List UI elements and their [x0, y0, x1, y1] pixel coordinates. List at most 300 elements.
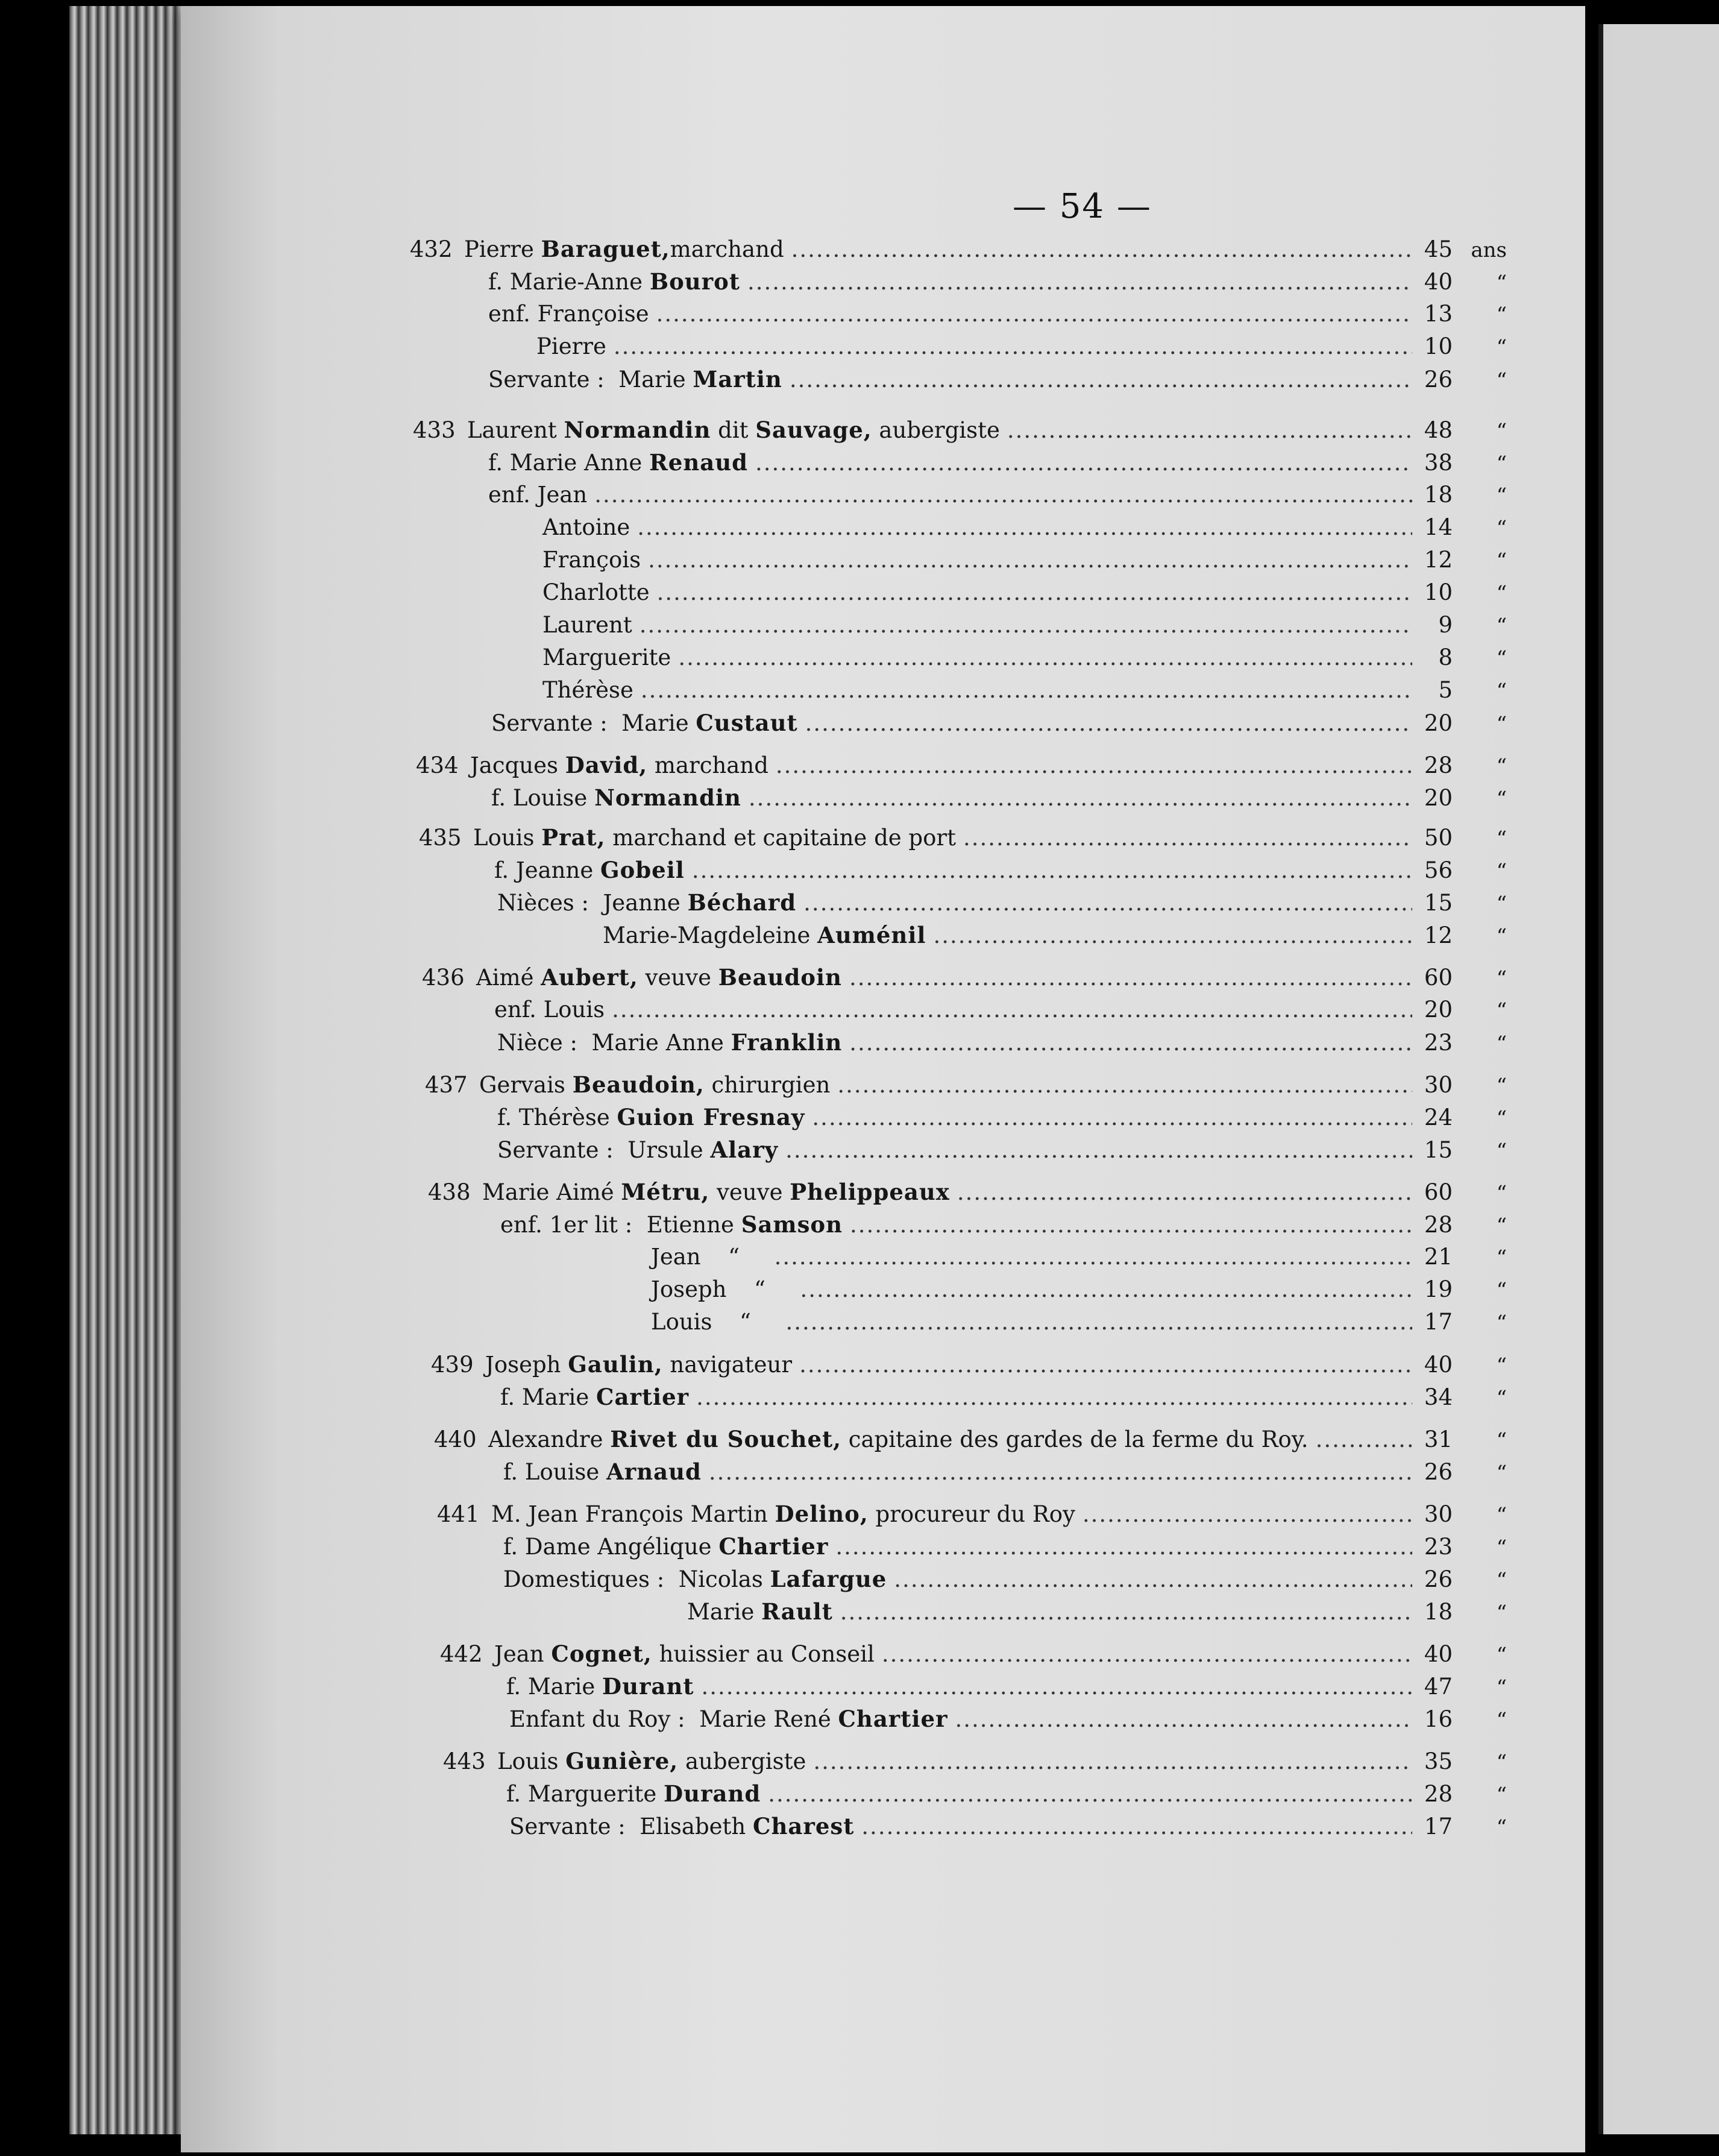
dot-leader — [640, 609, 1412, 641]
surname: Rivet du Souchet, — [610, 1426, 841, 1452]
surname: Guion Fresnay — [617, 1104, 805, 1130]
entry-text — [500, 1208, 843, 1241]
entry-line — [443, 1777, 1507, 1811]
age-unit: “ — [1496, 452, 1507, 476]
dot-leader — [799, 1349, 1412, 1381]
age-unit: “ — [1496, 335, 1507, 359]
age-unit: “ — [1496, 1214, 1507, 1238]
age-value: 20 — [1424, 997, 1453, 1023]
entry-line — [413, 609, 1507, 642]
entry-text-part: Louis — [473, 825, 542, 851]
dot-leader — [1083, 1498, 1412, 1531]
dot-leader — [800, 1273, 1412, 1306]
age-unit: “ — [1496, 484, 1507, 508]
age-unit: “ — [1496, 549, 1507, 573]
surname: Prat, — [541, 824, 606, 851]
entry-line — [437, 1530, 1507, 1564]
entry-line — [440, 1670, 1507, 1704]
entry-text — [494, 994, 605, 1026]
entry-text-part: Charlotte — [542, 579, 650, 605]
entry-text-part: f. Jeanne — [494, 857, 601, 883]
age-value: 35 — [1424, 1748, 1453, 1774]
age-unit: “ — [1496, 419, 1507, 443]
age-value: 19 — [1424, 1276, 1453, 1302]
surname: Cognet, — [551, 1641, 652, 1667]
age-value: 56 — [1424, 857, 1453, 883]
entry-text — [494, 1637, 875, 1671]
book-page — [181, 6, 1585, 2152]
surname: Métru, — [621, 1179, 710, 1205]
entry-line — [440, 1703, 1507, 1736]
age-value: 20 — [1424, 785, 1453, 811]
dot-leader — [835, 1531, 1412, 1563]
entry-text — [473, 821, 956, 854]
dot-leader — [785, 1134, 1412, 1167]
age-value: 23 — [1424, 1534, 1453, 1560]
dot-leader — [637, 511, 1412, 544]
entry-text — [488, 446, 748, 479]
age-value: 14 — [1424, 514, 1453, 540]
entry-text-part: Jean — [651, 1244, 701, 1270]
entry-text-part: Nièce : Marie Anne — [497, 1030, 731, 1056]
surname: Cartier — [596, 1384, 690, 1410]
surname: Durand — [664, 1780, 761, 1807]
entry-text-part: Marie-Magdeleine — [603, 922, 818, 948]
age-value: 8 — [1438, 645, 1453, 670]
entry-text — [488, 1423, 1309, 1456]
age-value: 47 — [1424, 1674, 1453, 1700]
surname: Durant — [602, 1673, 694, 1700]
entry-line — [425, 1133, 1507, 1167]
entry-line — [416, 781, 1507, 815]
age-unit: “ — [1496, 1311, 1507, 1335]
entry-text-part: f. Louise — [491, 785, 595, 811]
surname: Gunière, — [565, 1748, 679, 1774]
entry-text — [491, 707, 798, 740]
dot-leader — [678, 641, 1412, 674]
surname: Chartier — [718, 1533, 829, 1560]
dot-leader — [791, 233, 1412, 266]
entry-line — [428, 1306, 1507, 1339]
entry-text-part: aubergiste — [678, 1748, 806, 1774]
surname: Arnaud — [606, 1458, 702, 1485]
entry-text-part: f. Dame Angélique — [503, 1534, 719, 1560]
entry-text-part: Servante : Marie — [491, 710, 696, 736]
dot-leader — [790, 364, 1412, 396]
age-value: 26 — [1424, 367, 1453, 392]
census-list — [181, 6, 1585, 2152]
age-value: 15 — [1424, 890, 1453, 916]
entry-text-part: Marie — [687, 1599, 762, 1625]
surname: Béchard — [687, 889, 797, 916]
entry-line — [443, 1745, 1507, 1779]
surname: Alary — [710, 1136, 779, 1163]
entry-text — [494, 854, 685, 887]
age-unit: “ — [1496, 1032, 1507, 1056]
age-value: 40 — [1424, 269, 1453, 295]
dot-leader — [957, 1176, 1412, 1209]
age-value: 30 — [1424, 1072, 1453, 1098]
entry-text-part: huissier au Conseil — [652, 1641, 875, 1667]
age-value: 15 — [1424, 1137, 1453, 1163]
dot-leader — [612, 994, 1412, 1026]
entry-line — [413, 544, 1507, 577]
entry-text-part: Alexandre — [488, 1426, 611, 1452]
entry-line — [428, 1176, 1507, 1209]
age-value: 48 — [1424, 417, 1453, 443]
entry-text — [488, 265, 740, 298]
dot-leader — [955, 1703, 1412, 1736]
entry-text-part: Pierre — [536, 333, 606, 359]
entry-text — [503, 1563, 887, 1596]
entry-text-part: navigateur — [662, 1352, 793, 1378]
entry-text — [503, 1455, 702, 1489]
entry-text — [491, 781, 741, 815]
entry-text-part: marchand et capitaine de port — [605, 825, 956, 851]
entry-text-part: Laurent — [542, 612, 632, 638]
age-unit: “ — [1496, 1181, 1507, 1205]
entry-text-part: Jean — [494, 1641, 552, 1667]
entry-text-part: Joseph — [485, 1352, 568, 1378]
entry-line — [413, 479, 1507, 512]
dot-leader — [614, 330, 1412, 363]
entry-text-part: Joseph — [651, 1276, 727, 1302]
entry-text — [542, 609, 632, 641]
dot-leader — [747, 266, 1412, 298]
entry-line — [419, 886, 1507, 920]
dot-leader — [850, 1209, 1412, 1241]
entry-text-part: Nièces : Jeanne — [497, 890, 688, 916]
surname: Beaudoin — [718, 964, 842, 991]
entry-line — [410, 233, 1507, 266]
entry-text-part: M. Jean François Martin — [491, 1501, 775, 1527]
age-value: 38 — [1424, 450, 1453, 476]
dot-leader — [963, 822, 1412, 854]
entry-text — [503, 1530, 828, 1563]
entry-line — [437, 1498, 1507, 1531]
surname: Rault — [761, 1598, 833, 1625]
age-value: 13 — [1424, 301, 1453, 327]
surname: Sauvage, — [755, 417, 872, 443]
entry-text-part: Servante : Marie — [488, 367, 693, 392]
entry-text-part: f. Thérèse — [497, 1105, 617, 1130]
age-unit: “ — [1496, 1386, 1507, 1410]
age-unit: “ — [1496, 646, 1507, 670]
entry-text-part: f. Marie — [500, 1384, 597, 1410]
dot-leader — [657, 576, 1412, 609]
entry-line — [413, 414, 1507, 447]
entry-text — [687, 1595, 833, 1628]
household-number: 443 — [443, 1748, 486, 1774]
household-number: 434 — [416, 752, 459, 778]
age-value: 5 — [1438, 677, 1453, 703]
age-unit: “ — [1496, 1675, 1507, 1700]
age-unit: “ — [1496, 924, 1507, 948]
age-unit: “ — [1496, 1246, 1507, 1270]
entry-text — [506, 1777, 761, 1811]
age-value: 26 — [1424, 1459, 1453, 1485]
entry-text-part: Servante : Ursule — [497, 1137, 711, 1163]
facing-page-edge — [1598, 24, 1719, 2134]
entry-text-part: Enfant du Roy : Marie René — [509, 1706, 838, 1732]
entry-text — [500, 1381, 689, 1414]
entry-text-part: Marguerite — [542, 645, 671, 670]
entry-text — [488, 363, 782, 396]
dot-leader — [933, 919, 1412, 952]
age-value: 28 — [1424, 1781, 1453, 1807]
surname: Normandin — [594, 784, 741, 811]
age-unit: “ — [1496, 303, 1507, 327]
surname: Charest — [753, 1813, 855, 1839]
age-unit: “ — [1496, 1503, 1507, 1527]
age-unit: “ — [1496, 1354, 1507, 1378]
age-unit: “ — [1496, 1074, 1507, 1098]
age-value: 16 — [1424, 1706, 1453, 1732]
entry-text — [491, 1498, 1075, 1531]
entry-line — [416, 749, 1507, 783]
entry-line — [443, 1810, 1507, 1844]
age-unit: “ — [1496, 1750, 1507, 1774]
age-value: 18 — [1424, 1599, 1453, 1625]
surname: Custaut — [696, 710, 798, 736]
age-unit: “ — [1496, 1536, 1507, 1560]
entry-line — [413, 511, 1507, 544]
age-value: 24 — [1424, 1105, 1453, 1130]
age-unit: “ — [1496, 712, 1507, 736]
age-unit: “ — [1496, 368, 1507, 392]
dot-leader — [812, 1102, 1412, 1134]
entry-text — [464, 233, 784, 266]
dot-leader — [641, 674, 1412, 707]
surname: Auménil — [817, 922, 926, 948]
entry-text — [479, 1068, 830, 1102]
age-value: 17 — [1424, 1814, 1453, 1839]
entry-text — [476, 961, 842, 994]
age-value: 12 — [1424, 922, 1453, 948]
entry-text — [651, 1273, 727, 1306]
entry-text — [482, 1176, 950, 1209]
entry-text-part: procureur du Roy — [868, 1501, 1075, 1527]
entry-text — [497, 1026, 842, 1059]
entry-text-part: marchand — [647, 752, 768, 778]
age-unit: “ — [1496, 581, 1507, 605]
entry-line — [434, 1455, 1507, 1489]
age-value: 20 — [1424, 710, 1453, 736]
surname: Gaulin, — [568, 1351, 663, 1378]
entry-line — [428, 1241, 1507, 1274]
dot-leader — [1316, 1423, 1412, 1456]
surname: Gobeil — [600, 857, 685, 883]
entry-text-part: Louis — [651, 1309, 712, 1335]
age-unit: “ — [1496, 1643, 1507, 1667]
age-unit: “ — [1496, 998, 1507, 1023]
age-unit: “ — [1496, 679, 1507, 703]
ditto-mark: “ — [754, 1276, 765, 1302]
entry-text-part: f. Marguerite — [506, 1781, 664, 1807]
entry-text — [485, 1348, 792, 1381]
entry-line — [410, 330, 1507, 364]
entry-text — [509, 1810, 854, 1843]
age-value: 10 — [1424, 333, 1453, 359]
entry-text-part: Gervais — [479, 1072, 573, 1098]
entry-line — [431, 1348, 1507, 1382]
age-unit: “ — [1496, 1428, 1507, 1452]
household-number: 438 — [428, 1179, 471, 1205]
surname: Beaudoin, — [572, 1071, 705, 1098]
surname: Chartier — [838, 1706, 948, 1732]
dot-leader — [768, 1778, 1412, 1811]
dot-leader — [775, 1241, 1412, 1273]
entry-text — [497, 1133, 778, 1167]
entry-text — [470, 749, 768, 782]
age-value: 28 — [1424, 752, 1453, 778]
dot-leader — [755, 447, 1412, 479]
entry-text-part: f. Marie Anne — [488, 450, 650, 476]
entry-line — [437, 1563, 1507, 1597]
household-number: 433 — [413, 417, 456, 443]
entry-line — [434, 1423, 1507, 1457]
surname: Delino, — [775, 1501, 869, 1527]
household-number: 435 — [419, 825, 462, 851]
age-unit: “ — [1496, 516, 1507, 540]
entry-text — [542, 511, 630, 544]
age-unit: “ — [1496, 271, 1507, 295]
surname: David, — [565, 752, 648, 778]
entry-text — [542, 641, 671, 674]
surname: Bourot — [649, 268, 740, 295]
entry-text — [603, 919, 926, 952]
age-value: 40 — [1424, 1352, 1453, 1378]
entry-line — [410, 298, 1507, 331]
age-value: 50 — [1424, 825, 1453, 851]
entry-text — [497, 886, 796, 919]
age-unit: “ — [1496, 1139, 1507, 1163]
entry-text — [542, 674, 633, 707]
dot-leader — [813, 1745, 1412, 1778]
dot-leader — [709, 1456, 1412, 1489]
age-unit: “ — [1496, 827, 1507, 851]
entry-line — [419, 919, 1507, 953]
dot-leader — [849, 1027, 1412, 1059]
age-value: 45 — [1424, 236, 1453, 262]
dot-leader — [696, 1381, 1412, 1414]
dot-leader — [849, 962, 1412, 994]
entry-line — [410, 265, 1507, 299]
age-unit: “ — [1496, 1783, 1507, 1807]
entry-text-part: dit — [711, 417, 756, 443]
entry-text-part: Domestiques : Nicolas — [503, 1566, 770, 1592]
entry-text-part: Marie Aimé — [482, 1179, 621, 1205]
surname: Normandin — [564, 417, 711, 443]
age-unit: “ — [1496, 1278, 1507, 1302]
entry-line — [422, 1026, 1507, 1060]
entry-text-part: f. Marie — [506, 1674, 603, 1700]
age-value: 12 — [1424, 547, 1453, 573]
household-number: 432 — [410, 236, 453, 262]
entry-text-part: Jacques — [470, 752, 565, 778]
entry-line — [422, 994, 1507, 1027]
dot-leader — [594, 479, 1412, 511]
household-number: 436 — [422, 965, 465, 991]
dot-leader — [861, 1811, 1412, 1843]
entry-text-part: Antoine — [542, 514, 630, 540]
entry-text — [509, 1703, 947, 1736]
entry-line — [419, 821, 1507, 855]
age-value: 18 — [1424, 482, 1453, 508]
age-value: 31 — [1424, 1426, 1453, 1452]
age-unit: “ — [1496, 859, 1507, 883]
ditto-mark: “ — [728, 1244, 740, 1270]
surname: Samson — [741, 1211, 843, 1238]
dot-leader — [882, 1638, 1412, 1671]
entry-text-part: Thérèse — [542, 677, 633, 703]
age-unit: “ — [1496, 1568, 1507, 1592]
age-value: 60 — [1424, 1179, 1453, 1205]
entry-text-part: marchand — [670, 236, 784, 262]
entry-line — [428, 1208, 1507, 1242]
age-unit: “ — [1496, 1461, 1507, 1485]
household-number: 439 — [431, 1352, 474, 1378]
dot-leader — [701, 1671, 1412, 1703]
age-unit: “ — [1496, 614, 1507, 638]
entry-text-part: enf. 1er lit : Etienne — [500, 1212, 741, 1238]
dot-leader — [894, 1563, 1412, 1596]
age-unit: “ — [1496, 1106, 1507, 1130]
entry-text-part: Aimé — [476, 965, 541, 991]
household-number: 442 — [440, 1641, 483, 1667]
entry-line — [437, 1595, 1507, 1629]
surname: Lafargue — [770, 1566, 887, 1592]
age-unit: ans — [1471, 238, 1507, 262]
household-number: 441 — [437, 1501, 480, 1527]
dot-leader — [803, 887, 1412, 919]
age-value: 10 — [1424, 579, 1453, 605]
age-unit: “ — [1496, 892, 1507, 916]
age-unit: “ — [1496, 966, 1507, 991]
surname: Aubert, — [541, 964, 638, 991]
entry-text — [542, 576, 650, 609]
entry-text — [497, 1745, 806, 1778]
entry-text — [506, 1670, 694, 1703]
entry-line — [428, 1273, 1507, 1307]
surname: Franklin — [731, 1029, 843, 1056]
age-value: 34 — [1424, 1384, 1453, 1410]
entry-text — [542, 544, 641, 576]
ditto-mark: “ — [740, 1309, 751, 1335]
entry-line — [410, 363, 1507, 397]
entry-line — [413, 576, 1507, 610]
entry-line — [422, 961, 1507, 995]
entry-text-part: Louis — [497, 1748, 566, 1774]
entry-text — [651, 1241, 701, 1273]
surname: Baraguet, — [541, 236, 670, 262]
entry-text-part: enf. Jean — [488, 482, 588, 508]
entry-line — [413, 641, 1507, 675]
entry-text-part: f. Marie-Anne — [488, 269, 650, 295]
entry-text-part: François — [542, 547, 641, 573]
entry-text-part: enf. Louis — [494, 997, 605, 1023]
surname: Phelippeaux — [790, 1179, 950, 1205]
dot-leader — [648, 544, 1412, 576]
entry-text-part: f. Louise — [503, 1459, 607, 1485]
age-unit: “ — [1496, 1815, 1507, 1839]
age-value: 17 — [1424, 1309, 1453, 1335]
entry-text-part: veuve — [709, 1179, 790, 1205]
dot-leader — [1007, 414, 1412, 447]
entry-text-part: capitaine des gardes de la ferme du Roy. — [841, 1426, 1309, 1452]
stacked-page-edges — [69, 6, 190, 2134]
surname: Renaud — [649, 449, 748, 476]
